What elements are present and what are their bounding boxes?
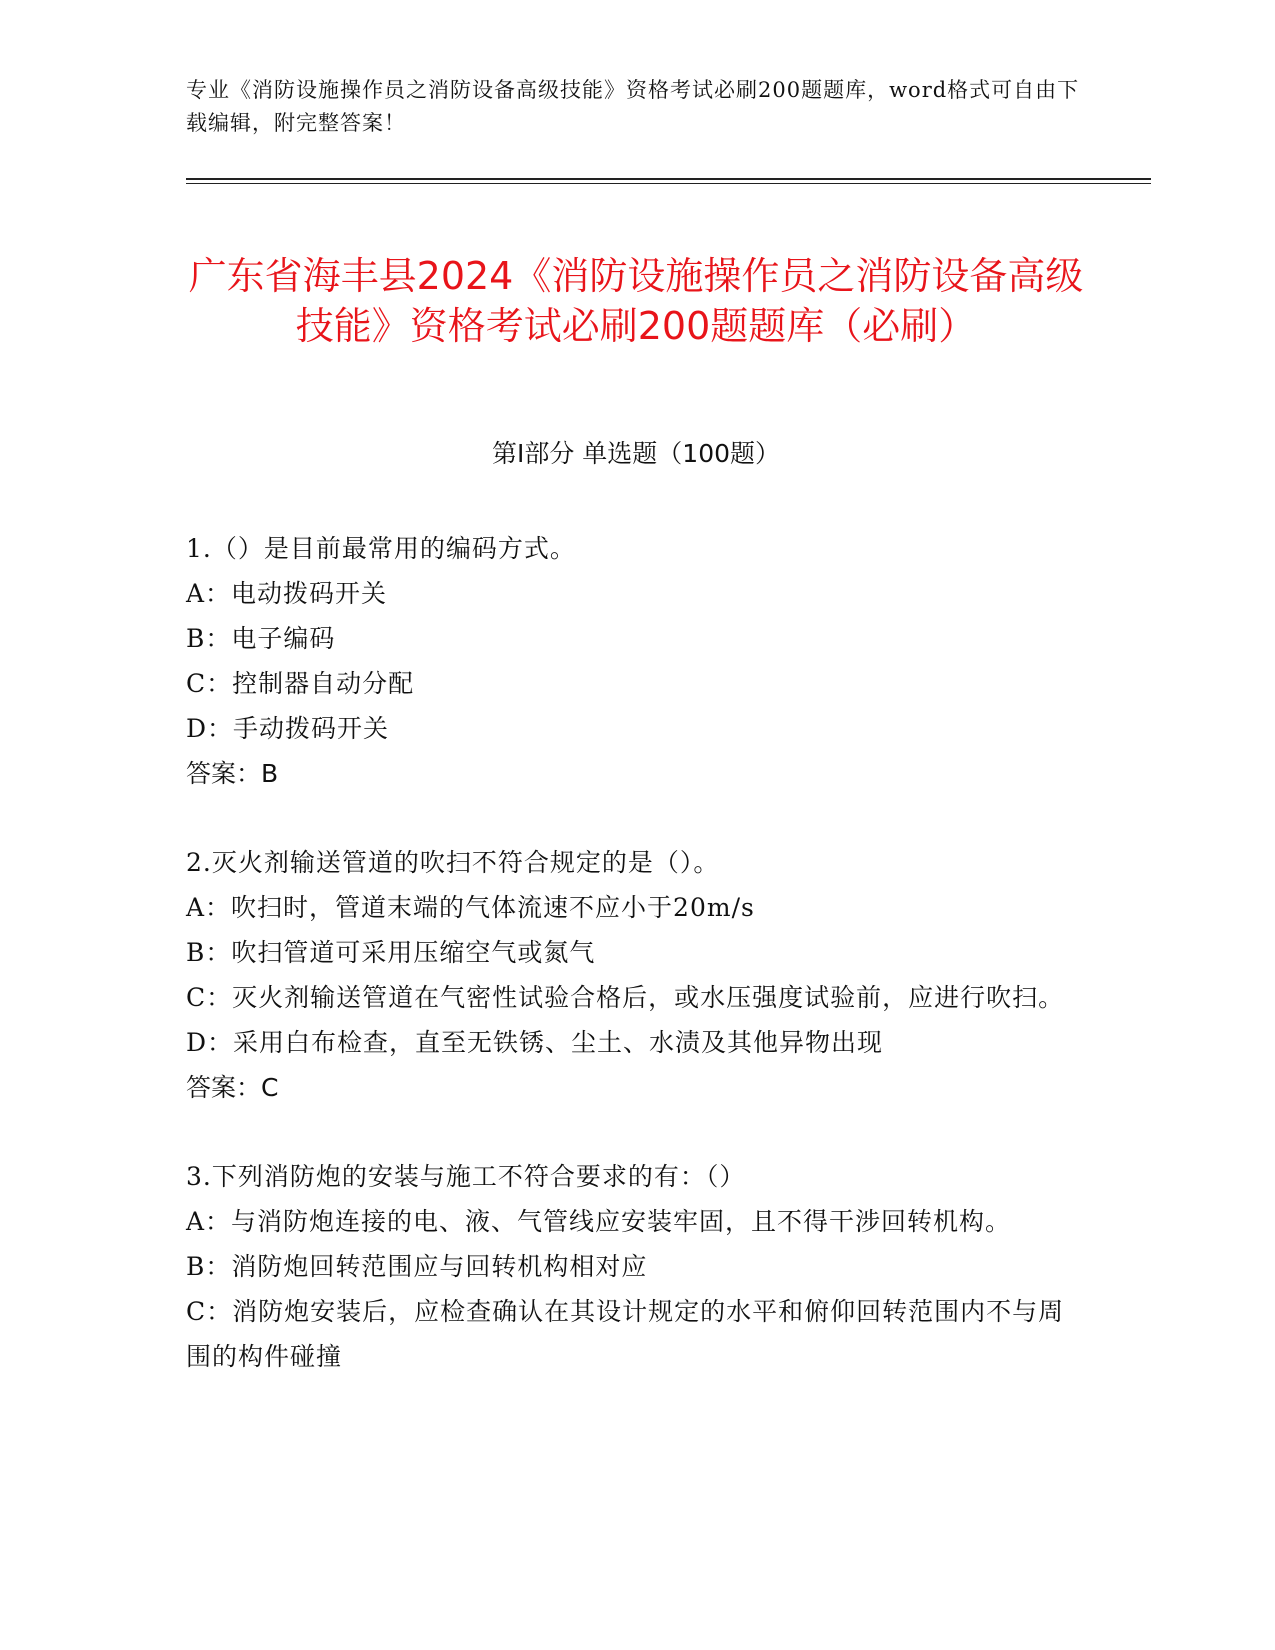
option-c: C：消防炮安装后，应检查确认在其设计规定的水平和俯仰回转范围内不与周围的构件碰撞 [186,1297,1065,1371]
option-a: A：吹扫时，管道末端的气体流速不应小于20m/s [186,893,755,922]
question-stem: 1.（）是目前最常用的编码方式。 [186,534,576,563]
option-c: C：控制器自动分配 [186,669,415,698]
option-c: C：灭火剂输送管道在气密性试验合格后，或水压强度试验前，应进行吹扫。 [186,983,1065,1012]
question-2 [186,840,1066,1110]
question-1 [186,526,1066,796]
question-list [186,526,1066,1423]
section-heading: 第I部分 单选题（100题） [491,439,781,468]
answer: 答案：C [186,1073,279,1102]
option-a: A：电动拨码开关 [186,579,388,608]
option-b: B：消防炮回转范围应与回转机构相对应 [186,1252,648,1281]
option-d: D：手动拨码开关 [186,714,390,743]
question-3 [186,1154,1066,1379]
question-stem: 2.灭火剂输送管道的吹扫不符合规定的是（）。 [186,848,720,877]
header-note: 专业《消防设施操作员之消防设备高级技能》资格考试必刷200题题库，word格式可自由下载编辑，附完整答案！ [186,78,1080,135]
option-a: A：与消防炮连接的电、液、气管线应安装牢固，且不得干涉回转机构。 [186,1207,1012,1236]
option-b: B：吹扫管道可采用压缩空气或氮气 [186,938,596,967]
question-stem: 3.下列消防炮的安装与施工不符合要求的有：（） [186,1162,746,1191]
header-divider-thick [186,178,1151,180]
option-d: D：采用白布检查，直至无铁锈、尘土、水渍及其他异物出现 [186,1028,884,1057]
answer: 答案：B [186,759,279,788]
header-divider-thin [186,183,1151,184]
document-title: 广东省海丰县2024《消防设施操作员之消防设备高级技能》资格考试必刷200题题库（必刷） [188,254,1084,349]
option-b: B：电子编码 [186,624,336,653]
